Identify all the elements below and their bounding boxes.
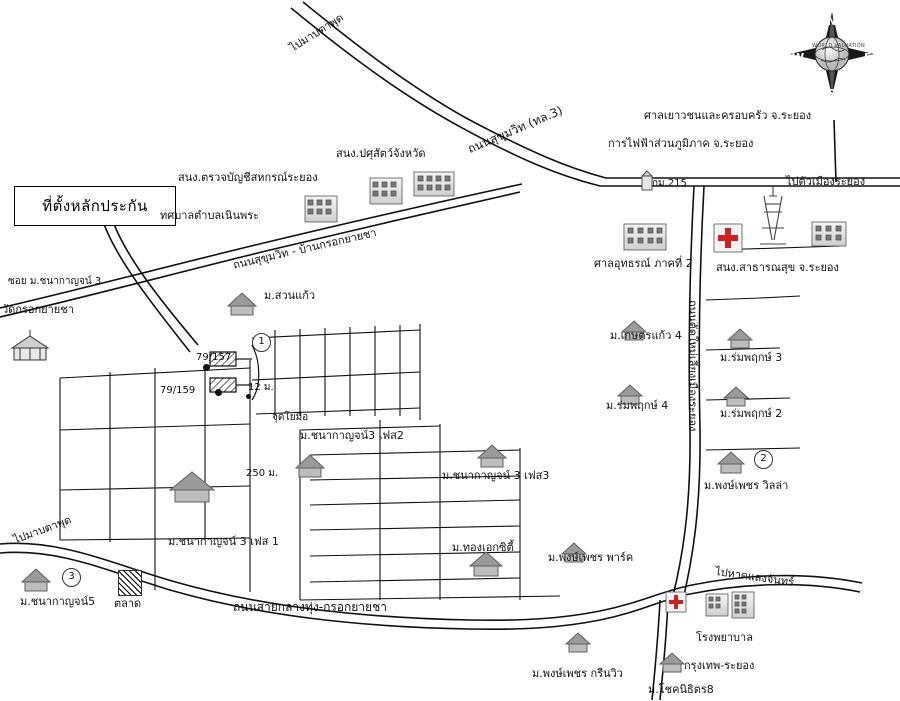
place-label-public-health-office: สนง.สาธารณสุข จ.ระยอง <box>716 261 839 274</box>
annotation-parcel-79-159: 79/159 <box>160 385 196 396</box>
place-label-mu-chanakan-3-phase-2: ม.ชนากาญจน์3 เฟส2 <box>300 429 404 442</box>
numbered-marker-1[interactable]: 1 <box>252 333 271 352</box>
place-label-mu-rom-pruek-4: ม.ร่มพฤกษ์ 4 <box>606 399 669 412</box>
market-icon <box>118 570 142 596</box>
annotation-distance-12m: 12 ม. <box>248 382 274 393</box>
numbered-marker-2[interactable]: 2 <box>754 450 773 469</box>
parcel-dot-79-159 <box>215 389 222 396</box>
direction-label-to-rayong-city: ไปตัวเมืองระยอง <box>786 175 866 188</box>
place-label-rayong-bypass-road: ถนนตัดใหม่เลี่ยงเมืองระยอง <box>686 300 699 432</box>
place-label-mu-chanakan-5: ม.ชนากาญจน์5 <box>20 595 96 608</box>
place-label-juvenile-family-court: ศาลเยาวชนและครอบครัว จ.ระยอง <box>644 109 812 122</box>
compass-logo-text: WORLD VALUATION <box>812 43 866 49</box>
road-label-soi-chanakan-3: ซอย ม.ชนากาญจน์ 3 <box>8 276 102 287</box>
km-marker-icon <box>642 171 652 190</box>
place-label-noen-phra-municipality: ทศบาลตำบลเนินพระ <box>160 209 260 222</box>
place-label-km-215: กม.215 <box>652 178 687 189</box>
direction-label-to-map-ta-phut-west: ไปมาบตาพุด <box>11 513 74 547</box>
place-label-mu-chokanithit-8: ม.โชคนิธิตร8 <box>648 683 714 696</box>
road-label-to-map-ta-phut-north: ไปมาบตาพุด <box>287 11 346 55</box>
annotation-parcel-79-157: 79/157 <box>196 352 232 363</box>
compass-label-east: E <box>864 51 872 64</box>
subject-title-text: ที่ตั้งหลักประกัน <box>42 197 148 215</box>
place-label-bangkok-rayong: กรุงเทพ-ระยอง <box>684 659 755 672</box>
parcel-dot-79-157 <box>203 364 210 371</box>
place-label-provincial-electricity: การไฟฟ้าส่วนภูมิภาค จ.ระยอง <box>608 137 754 150</box>
hospital-cross-icon-bottom <box>666 592 686 612</box>
place-label-mu-kaset-kaeo-4: ม.เกษตรแก้ว 4 <box>610 329 682 342</box>
road-label-central: ถนนสายกลางทุ่ง-กรอกยายชา <box>233 600 387 614</box>
place-label-mu-thong-ek-city: ม.ทองเอกซิตี้ <box>452 541 514 554</box>
place-label-hospital: โรงพยาบาล <box>696 631 753 644</box>
place-label-mu-rom-pruek-3: ม.ร่มพฤกษ์ 3 <box>720 351 783 364</box>
electricity-tower-icon <box>760 186 786 244</box>
place-label-mu-phong-phet-park: ม.พงษ์เพชร พาร์ค <box>548 551 634 564</box>
temple-icon <box>12 330 48 360</box>
subject-title-box <box>14 186 176 226</box>
u-turn-dot <box>246 394 251 399</box>
place-label-mu-chanakan-3-phase-3: ม.ชนากาญจน์ 3 เฟส3 <box>442 469 550 482</box>
place-label-appeal-court-region2: ศาลอุทธรณ์ ภาคที่ 2 <box>594 257 693 270</box>
place-label-mu-phong-phet-villa: ม.พงษ์เพชร วิลล่า <box>704 479 789 492</box>
annotation-u-turn: จุดโยมือ <box>272 412 309 423</box>
compass-label-west: W <box>792 51 805 64</box>
road-label-sukhumvit: ถนนสุขุมวิท (ทล.3) <box>465 103 565 156</box>
place-label-livestock-office: สนง.ปศุสัตว์จังหวัด <box>336 147 426 160</box>
place-label-mu-rom-pruek-2: ม.ร่มพฤกษ์ 2 <box>720 407 783 420</box>
hospital-cross-icon <box>714 224 742 252</box>
place-label-mu-chanakan-3-phase-1: ม.ชนากาญจน์ 3 เฟส 1 <box>168 535 279 548</box>
compass-label-north: N <box>827 15 837 28</box>
place-label-wat-krok-yai-cha: วัดกรอกยายชา <box>2 303 74 316</box>
place-label-mu-suan-kaeo: ม.สวนแก้ว <box>264 289 316 302</box>
numbered-marker-3[interactable]: 3 <box>62 568 81 587</box>
place-label-market: ตลาด <box>114 597 142 610</box>
compass-label-south: S <box>827 87 835 100</box>
annotation-distance-250m: 250 ม. <box>246 468 279 479</box>
road-label-sukhumvit-ban-krok-yai-cha: ถนนสุขุมวิท - บ้านกรอกยายชา <box>231 226 378 272</box>
place-label-cooperative-audit-office: สนง.ตรวจบัญชีสหกรณ์ระยอง <box>178 171 318 184</box>
direction-label-to-saeng-chan-beach: ไปหาดแสงจันทร์ <box>714 565 795 589</box>
place-label-mu-phong-phet-green-view: ม.พงษ์เพชร กรีนวิว <box>532 667 623 680</box>
